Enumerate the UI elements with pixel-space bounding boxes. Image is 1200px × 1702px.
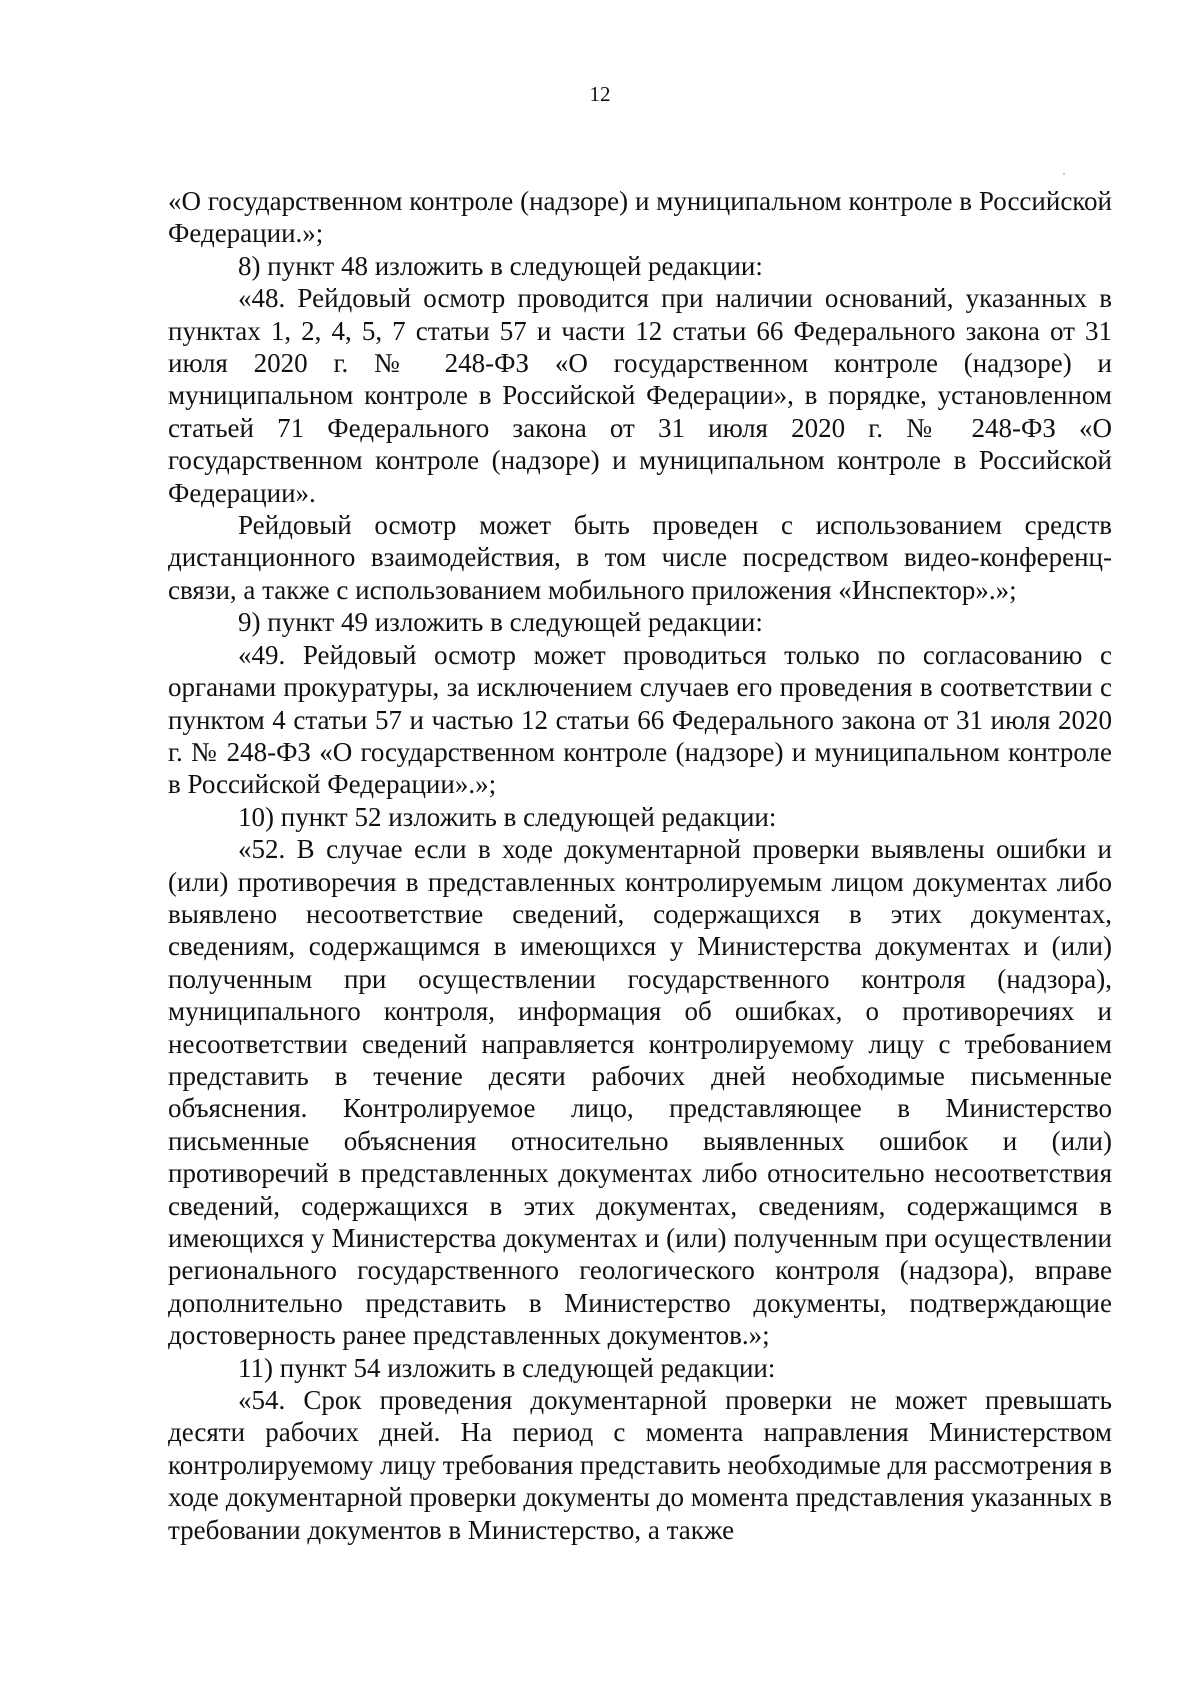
paragraph-2: 8) пункт 48 изложить в следующей редакции: <box>238 250 763 281</box>
paragraph-4: Рейдовый осмотр может быть проведен с использованием средств дистанционного взаимодействия, в том числе посредством видео-конференц-связи, а также с использованием мобильного приложения «Инспектор».»; <box>168 510 1112 605</box>
paragraph-6: «49. Рейдовый осмотр может проводиться только по согласованию с органами прокуратуры, за исключением случаев его проведения в соответствии с пунктом 4 статьи 57 и частью 12 статьи 66 Федерального закона от 31 июля 2020 г. № 248-ФЗ «О государственном контроле (надзоре) и муниципальном контроле в Российской Федерации».»; <box>168 639 1112 800</box>
paragraph-10: «54. Срок проведения документарной проверки не может превышать десяти рабочих дней. На период с момента направления Министерством контролируемому лицу требования представить необходимые для рассмотрения в ходе документарной проверки документы до момента представления указанных в требовании документов в Министерство, а также <box>168 1385 1112 1545</box>
paragraph-1: «О государственном контроле (надзоре) и муниципальном контроле в Российской Федерации.»; <box>168 186 1112 249</box>
paragraph-8: «52. В случае если в ходе документарной проверки выявлены ошибки и (или) противоречия в представленных контролируемым лицом документах либо выявлено несоответствие сведений, содержащихся в этих документах, сведениям, содержащимся в имеющихся у Министерства документах и (или) полученным при осуществлении государственного контроля (надзора), муниципального контроля, информация об ошибках, о противоречиях и несоответствии сведений направляется контролируемому лицу с требованием представить в течение десяти рабочих дней необходимые письменные объяснения. Контролируемое лицо, представляющее в Министерство письменные объяснения относительно выявленных ошибок и (или) противоречий в представленных документах либо относительно несоответствия сведений, содержащихся в этих документах, сведениям, содержащимся в имеющихся у Министерства документах и (или) полученным при осуществлении регионального государственного геологического контроля (надзора), вправе дополнительно представить в Министерство документы, подтверждающие достоверность ранее представленных документов.»; <box>168 834 1112 1351</box>
paragraph-7: 10) пункт 52 изложить в следующей редакции: <box>238 801 777 832</box>
document-body <box>168 185 1112 1546</box>
paragraph-9: 11) пункт 54 изложить в следующей редакции: <box>238 1352 776 1383</box>
scan-artifact-dot <box>1063 173 1065 175</box>
paragraph-5: 9) пункт 49 изложить в следующей редакции: <box>238 607 763 638</box>
paragraph-3: «48. Рейдовый осмотр проводится при наличии оснований, указанных в пунктах 1, 2, 4, 5, 7 статьи 57 и части 12 статьи 66 Федерального закона от 31 июля 2020 г. № 248-ФЗ «О государственном контроле (надзоре) и муниципальном контроле в Российской Федерации», в порядке, установленном статьей 71 Федерального закона от 31 июля 2020 г. № 248-ФЗ «О государственном контроле (надзоре) и муниципальном контроле в Российской Федерации». <box>168 283 1112 508</box>
page-number: 12 <box>589 82 611 106</box>
